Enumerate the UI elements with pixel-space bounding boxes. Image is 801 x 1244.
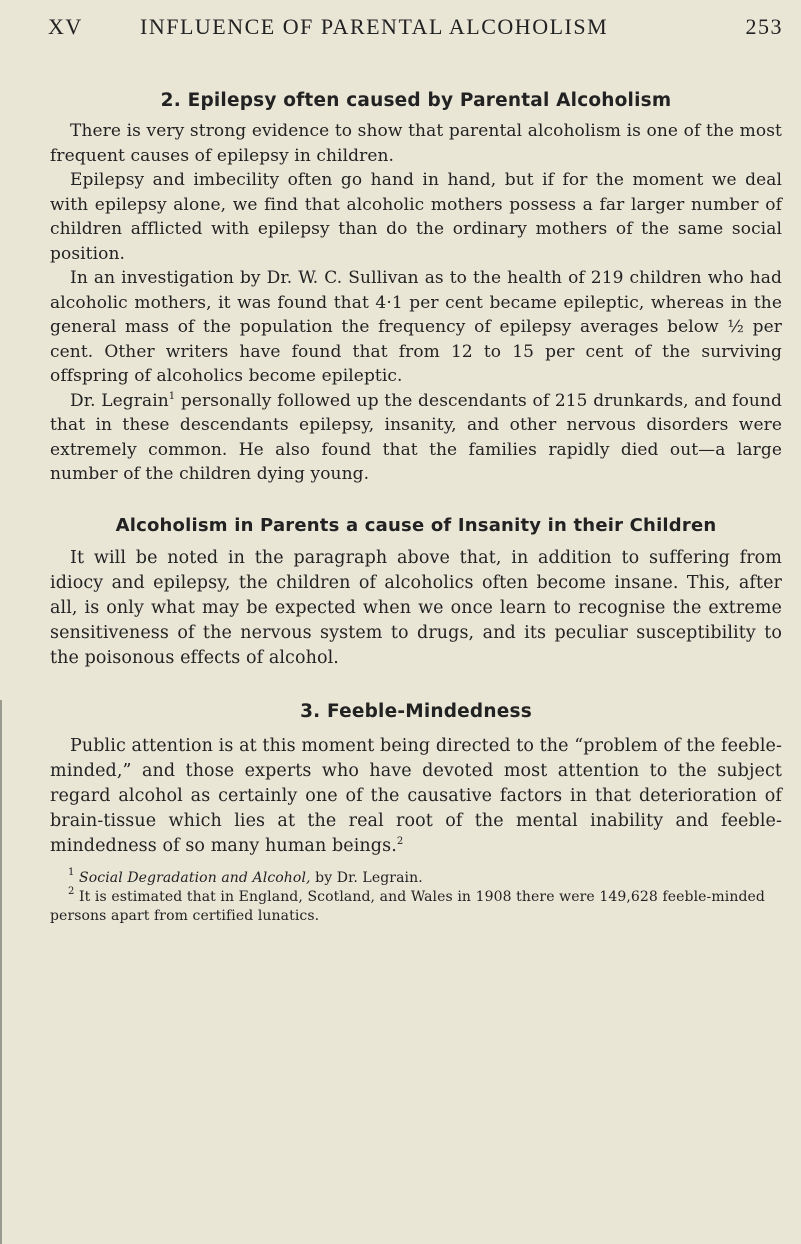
section-epilepsy (50, 119, 782, 487)
running-title: INFLUENCE OF PARENTAL ALCOHOLISM (140, 14, 609, 39)
text-span: Public attention is at this moment being directed to the “problem of the feeble-minded,” and those experts who have devoted most attention to the subject regard alcohol as certainly one of the causative factors in that deterioration of brain-tissue which lies at the real root of the mental inability and feeble-mindedness of so many human beings. (50, 735, 782, 856)
paragraph: Epilepsy and imbecility often go hand in hand, but if for the moment we deal with epilepsy alone, we find that alcoholic mothers possess a far larger number of children afflicted with epilepsy than do the ordinary mothers of the same social position. (50, 170, 782, 264)
heading-feeble-mindedness: 3. Feeble-Mindedness (300, 700, 532, 722)
heading-insanity: Alcoholism in Parents a cause of Insanity in their Children (115, 514, 717, 536)
paragraph (50, 734, 782, 859)
footnote-mark: 1 (68, 866, 75, 878)
paragraph (50, 389, 782, 487)
chapter-number: XV (48, 14, 83, 39)
footnote-text: It is estimated that in England, Scotland, and Wales in 1908 there were 149,628 feeble-minded persons apart from certified lunatics. (50, 888, 765, 924)
paragraph: It will be noted in the paragraph above that, in addition to suffering from idiocy and epilepsy, the children of alcoholics often become insane. This, after all, is only what may be expected when we once learn to recognise the extreme sensitiveness of the nervous system to drugs, and its peculiar susceptibility to the poisonous effects of alcohol. (50, 547, 782, 668)
heading-epilepsy: 2. Epilepsy often caused by Parental Alcoholism (160, 90, 672, 111)
page-body (50, 90, 782, 926)
paragraph: There is very strong evidence to show that parental alcoholism is one of the most frequent causes of epilepsy in children. (50, 121, 782, 166)
footnote-ref: 1 (168, 390, 176, 402)
text-span: personally followed up the descendants of 215 drunkards, and found that in these descendants epilepsy, insanity, and other nervous disorders were extremely common. He also found that the families rapidly died out—a large number of the children dying young. (50, 390, 782, 484)
footnote-source-title: Social Degradation and Alcohol, (79, 869, 311, 886)
running-head (48, 14, 783, 42)
page-number: 253 (745, 14, 783, 39)
footnote-2 (50, 885, 782, 926)
footnote-text: by Dr. Legrain. (310, 869, 423, 886)
page-edge-shadow (0, 700, 2, 1244)
paragraph: In an investigation by Dr. W. C. Sullivan as to the health of 219 children who had alcoholic mothers, it was found that 4·1 per cent became epileptic, whereas in the general mass of the population the frequency of epilepsy averages below ½ per cent. Other writers have found that from 12 to 15 per cent of the surviving offspring of alcoholics become epileptic. (50, 268, 782, 386)
section-feeble-mindedness (50, 734, 782, 859)
footnotes (50, 866, 782, 926)
footnote-mark: 2 (68, 885, 75, 897)
footnote-ref: 2 (396, 835, 404, 847)
text-span: Dr. Legrain (70, 390, 169, 411)
section-insanity (50, 546, 782, 671)
footnote-1 (50, 866, 782, 888)
